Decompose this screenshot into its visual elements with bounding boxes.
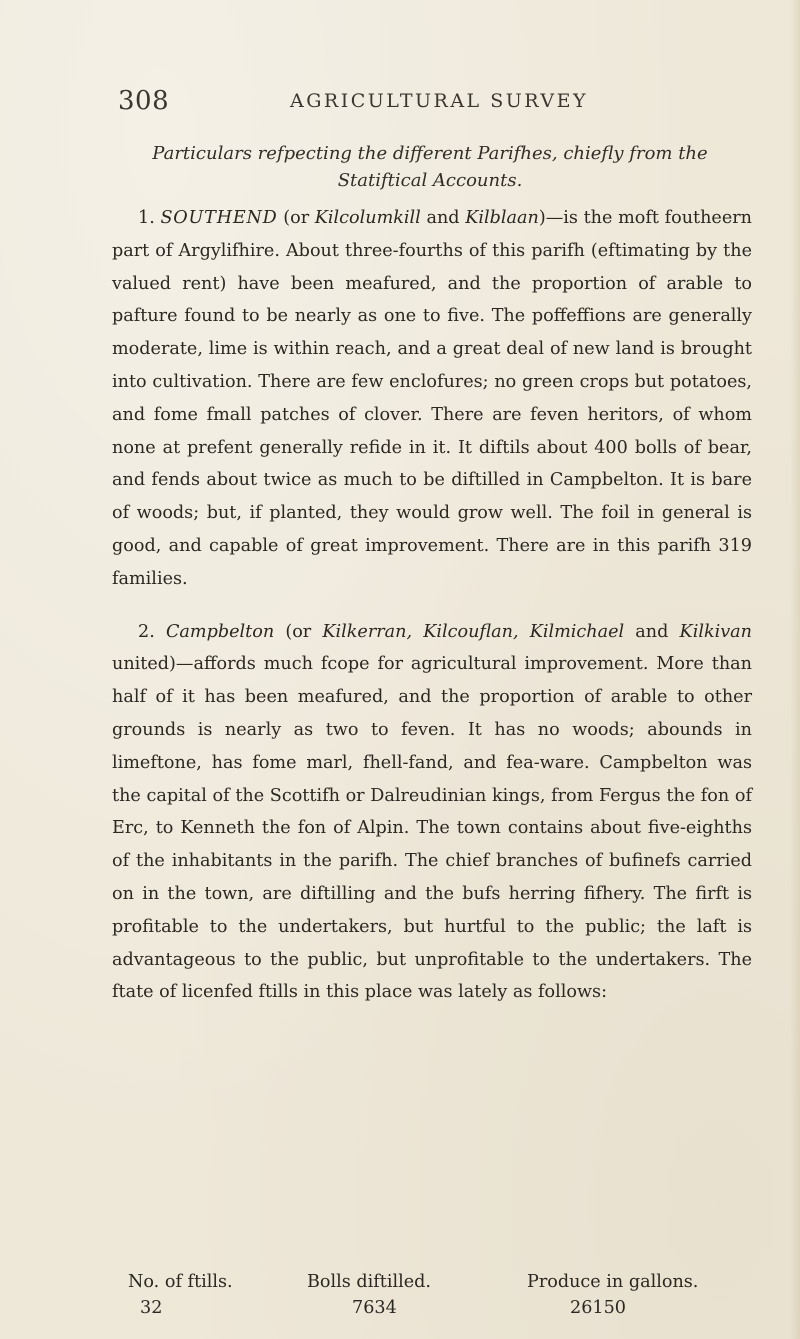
page-number: 308	[118, 86, 170, 116]
alt-open: (or	[277, 208, 315, 228]
parish-name: SOUTHEND	[160, 208, 278, 228]
alt-close: united)	[112, 654, 176, 675]
alt-join: and	[624, 621, 680, 642]
section-heading-line-2: Statiftical Accounts.	[337, 170, 523, 191]
alt-names-2: Kilkivan	[679, 621, 752, 642]
stills-header-gallons: Produce in gallons.	[527, 1272, 699, 1292]
running-title: AGRICULTURAL SURVEY	[290, 90, 588, 112]
stills-value-gallons: 26150	[570, 1298, 626, 1318]
stills-header-row	[112, 1272, 752, 1298]
alt-close: )	[538, 208, 546, 228]
parish-entry-campbelton	[112, 616, 752, 1010]
section-heading-line-1: Particulars refpecting the different Parifhes, chiefly from the	[152, 143, 708, 164]
alt-names: Kilkerran, Kilcouflan, Kilmichael	[322, 621, 625, 642]
stills-value-row	[112, 1298, 752, 1324]
stills-table	[112, 1272, 752, 1324]
section-heading	[110, 140, 750, 194]
parish-name: Campbelton	[165, 621, 275, 642]
alt-names-2: Kilblaan	[465, 208, 539, 228]
entry-number: 1.	[138, 208, 155, 228]
body-text	[112, 202, 752, 1009]
entry-text: —affords much fcope for agricultural improvement. More than half of it has been meafured, and the proportion of arable to other grounds is nearly as two to feven. It has no woods; abounds in limeftone, has fome marl, fhell-fand, and fea-ware. Campbelton was the capital of the Scottifh or Dalreudinian kings, from Fergus the fon of Erc, to Kenneth the fon of Alpin. The town contains about five-eighths of the inhabitants in the parifh. The chief branches of bufinefs carried on in the town, are diftilling and the bufs herring fifhery. The firft is profitable to the undertakers, but hurtful to the public; the laft is advantageous to the public, but unprofitable to the undertakers. The ftate of licenfed ftills in this place was lately as follows:	[112, 654, 752, 1003]
parish-entry-southend	[112, 202, 752, 596]
entry-text: —is the moft foutheern part of Argylifhire. About three-fourths of this parifh (eftimating by the valued rent) have been meafured, and the proportion of arable to pafture found to be nearly as one to five. The poffeffions are generally moderate, lime is within reach, and a great deal of new land is brought into cultivation. There are few enclofures; no green crops but potatoes, and fome fmall patches of clover. There are feven heritors, of whom none at prefent generally refide in it. It diftils about 400 bolls of bear, and fends about twice as much to be diftilled in Campbelton. It is bare of woods; but, if planted, they would grow well. The foil in general is good, and capable of great improvement. There are in this parifh 319 families.	[112, 208, 752, 589]
entry-number: 2.	[138, 621, 155, 642]
alt-join: and	[420, 208, 466, 228]
stills-value-bolls: 7634	[352, 1298, 397, 1318]
page-edge-shadow	[790, 0, 800, 1339]
stills-header-count: No. of ftills.	[128, 1272, 233, 1292]
alt-names: Kilcolumkill	[314, 208, 421, 228]
stills-header-bolls: Bolls diftilled.	[307, 1272, 432, 1292]
alt-open: (or	[274, 621, 323, 642]
stills-value-count: 32	[140, 1298, 163, 1318]
running-head	[118, 86, 630, 116]
